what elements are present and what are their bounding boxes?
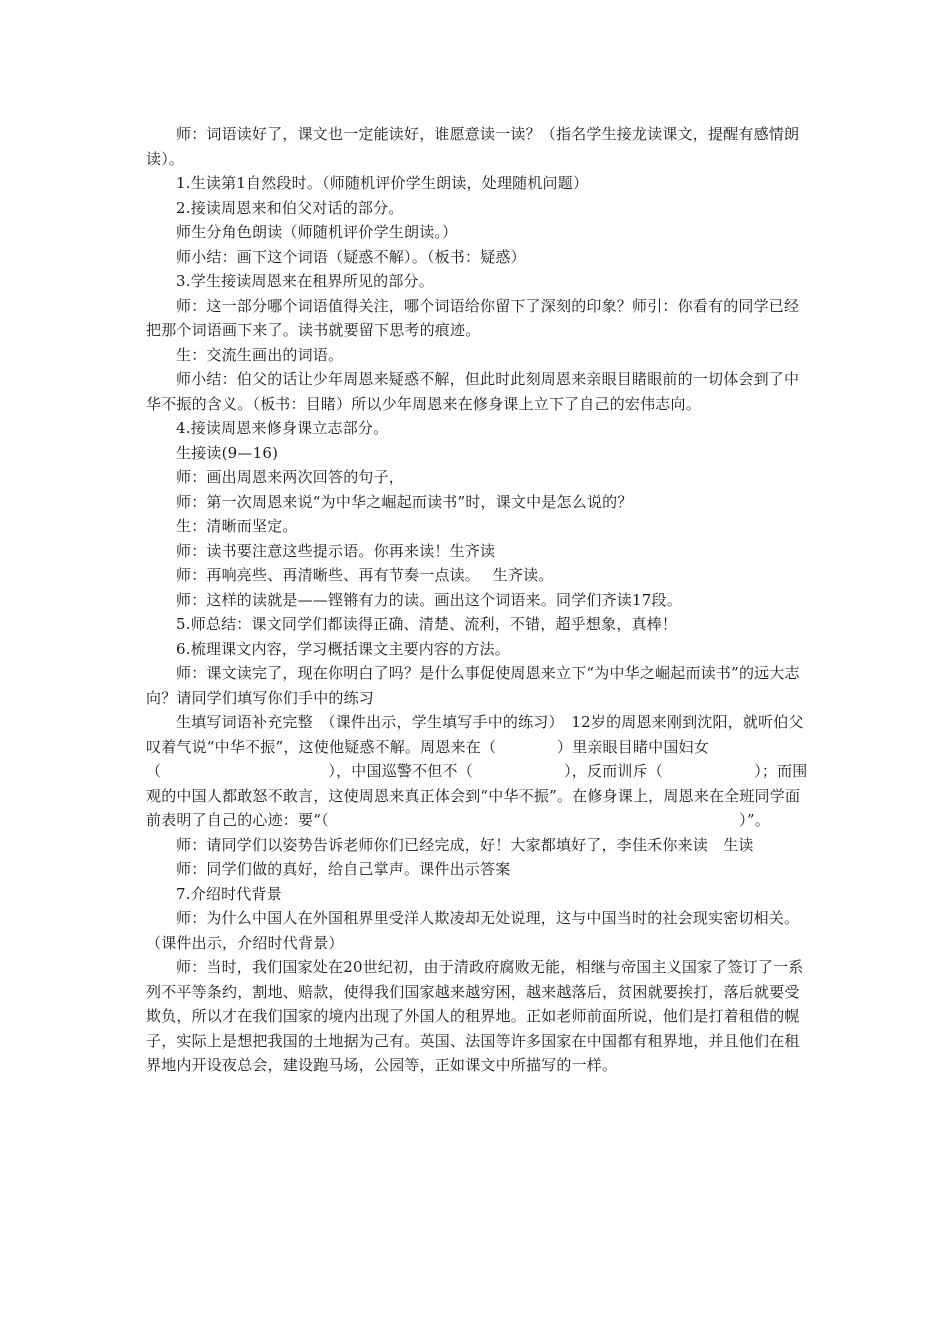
paragraph: 1.生读第1自然段时。（师随机评价学生朗读，处理随机问题） [176, 174, 589, 192]
paragraph: 师小结：画下这个词语（疑惑不解）。（板书：疑惑） [176, 247, 526, 266]
paragraph: 6.梳理课文内容，学习概括课文主要内容的方法。 [176, 639, 510, 658]
paragraph: 师：再响亮些、再清晰些、再有节奏一点读。 生齐读。 [176, 566, 554, 584]
paragraph: 生接读(9—16) [176, 443, 279, 462]
paragraph: 师：第一次周恩来说“为中华之崛起而读书”时，课文中是怎么说的？ [176, 492, 633, 511]
paragraph: 2.接读周恩来和伯父对话的部分。 [176, 198, 404, 217]
paragraph: 生：清晰而坚定。 [176, 517, 298, 535]
paragraph: 4.接读周恩来修身课立志部分。 [176, 419, 389, 437]
paragraph: 师小结：伯父的话让少年周恩来疑惑不解，但此时此刻周恩来亲眼目睹眼前的一切体会到了中华不振的含义。（板书：目睹）所以少年周恩来在修身课上立下了自己的宏伟志向。 [146, 370, 800, 413]
paragraph: 5.师总结：课文同学们都读得正确、清楚、流利，不错，超乎想象，真棒！ [176, 615, 678, 633]
paragraph: 师：这样的读就是——铿锵有力的读。画出这个词语来。同学们齐读17段。 [176, 590, 682, 609]
paragraph: 师：画出周恩来两次回答的句子， [176, 468, 405, 486]
paragraph: 师：请同学们以姿势告诉老师你们已经完成，好！大家都填好了，李佳禾你来读 生读 [176, 835, 754, 854]
paragraph: 7.介绍时代背景 [176, 884, 282, 903]
paragraph: 师：为什么中国人在外国租界里受洋人欺凌却无处说理，这与中国当时的社会现实密切相关。（课件出示，介绍时代背景） [146, 909, 800, 952]
paragraph: 师：课文读完了，现在你明白了吗？是什么事促使周恩来立下“为中华之崛起而读书”的远大志向？请同学们填写你们手中的练习 [146, 664, 800, 707]
paragraph: 师：这一部分哪个词语值得关注，哪个词语给你留下了深刻的印象？师引：你看有的同学已经把那个词语画下来了。读书就要留下思考的痕迹。 [146, 296, 800, 339]
paragraph: 3.学生接读周恩来在租界所见的部分。 [176, 272, 434, 290]
paragraph: 师：同学们做的真好，给自己掌声。课件出示答案 [176, 860, 511, 878]
paragraph: 生：交流生画出的词语。 [176, 345, 344, 364]
paragraph: 师生分角色朗读（师随机评价学生朗读。） [176, 223, 458, 241]
paragraph: 师：词语读好了，课文也一定能读好，谁愿意读一读？（指名学生接龙读课文，提醒有感情朗读）。 [146, 125, 800, 168]
paragraph: 师：读书要注意这些提示语。你再来读！生齐读 [176, 541, 496, 560]
paragraph: 师：当时，我们国家处在20世纪初，由于清政府腐败无能，相继与帝国主义国家了签订了一系列不平等条约，割地、赔款，使得我们国家越来越穷困，越来越落后，贫困就要挨打，落后就要受欺负，所以才在我们国家的境内出现了外国人的租界地。正如老师前面所说，他们是打着租借的幌子，实际上是想把我国的土地据为己有。英国、法国等许多国家在中国都有租界地，并且他们在租界地内开设夜总会，建设跑马场，公园等，正如课文中所描写的一样。 [146, 958, 804, 1074]
document-body [146, 122, 814, 1078]
fill-in-exercise-paragraph: 生填写词语补充完整 （课件出示，学生填写手中的练习） 12岁的周恩来刚到沈阳，就听伯父叹着气说“中华不振”，这使他疑惑不解。周恩来在（ ）里亲眼目睹中国妇女（ ），中国巡警不但不（ ），反而训斥（ ）；而围观的中国人都敢怒不敢言，这使周恩来真正体会到“中华不振”。在修身课上，周恩来在全班同学面前表明了自己的心迹：要“（ ）”。 [146, 713, 808, 829]
